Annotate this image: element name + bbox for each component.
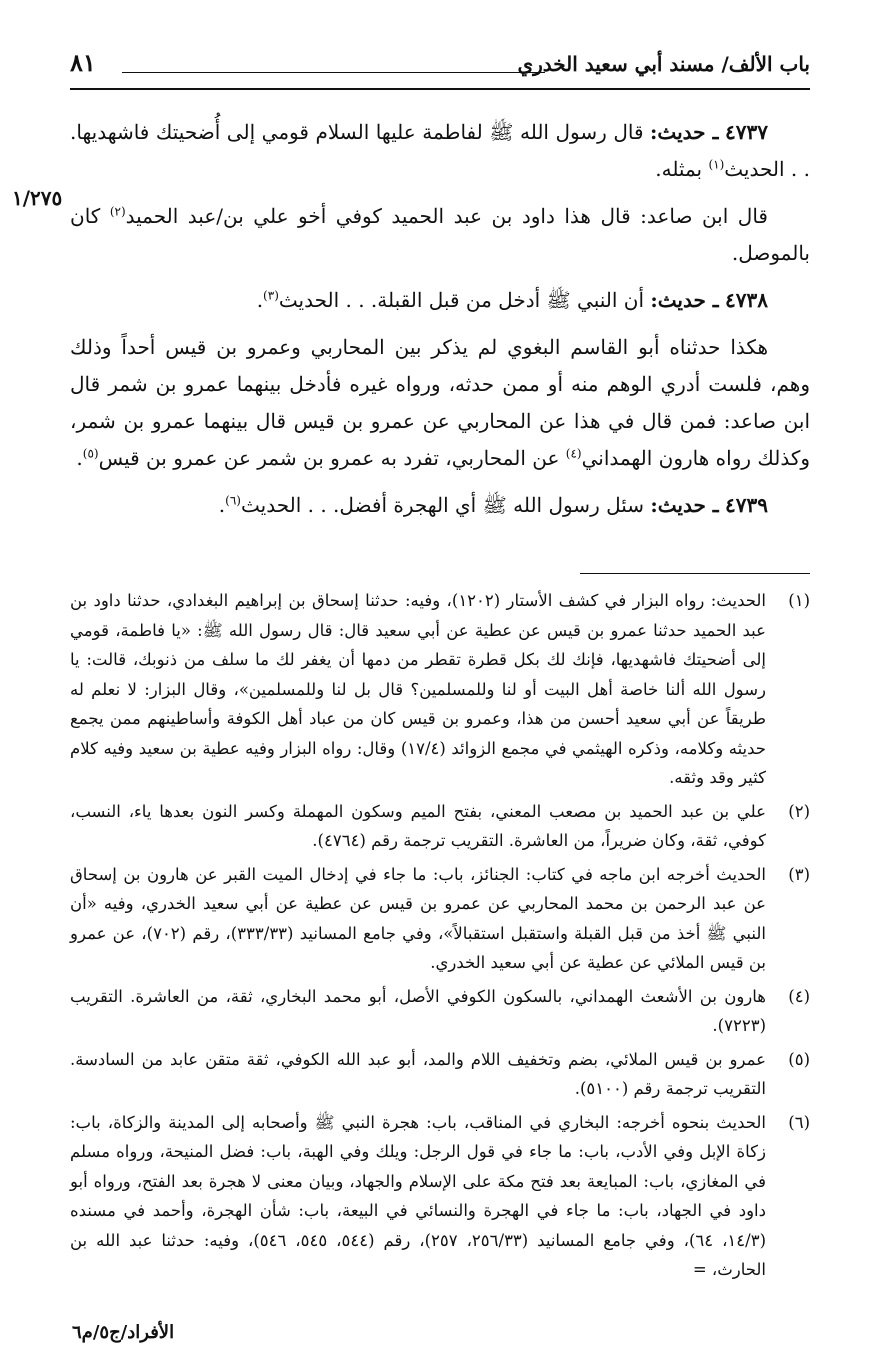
- signature-mark: الأفراد/ج٥/م٦: [72, 1322, 175, 1343]
- page-number: ٨١: [70, 48, 96, 77]
- footnote-2: [70, 797, 810, 856]
- hadith-text: قال رسول الله ﷺ لفاطمة عليها السلام قومي إلى أُضحيتك فاشهديها. . . الحديث: [70, 120, 810, 181]
- hadith-text: سئل رسول الله ﷺ أي الهجرة أفضل. . . الحديث: [240, 493, 651, 517]
- hadith-4739: [70, 487, 810, 524]
- footnote-text: الحديث أخرجه ابن ماجه في كتاب: الجنائز، باب: ما جاء في إدخال الميت القبر عن هارون بن إسحاق عن عبد الرحمن بن محمد المحاربي عن عمرو بن قيس عن عطية عن أبي سعيد الخدري، وفيه «أن النبي ﷺ أخذ من قبل القبلة واستقبل استقبالاً»، وفي جامع المسانيد (٣٣٣/٣٣)، رقم (٧٠٢)، عن عمرو بن قيس الملائي عن عطية عن أبي سعيد الخدري.: [70, 864, 767, 972]
- running-header: [70, 40, 810, 90]
- paragraph-tail: .: [76, 446, 83, 470]
- hadith-4738: [70, 282, 810, 319]
- footnote-3: [70, 860, 810, 978]
- paragraph-tail: كان بالموصل.: [70, 204, 810, 265]
- footnote-ref[interactable]: (٥): [82, 446, 99, 461]
- footnote-number: (٥): [788, 1049, 810, 1069]
- footnote-text: عمرو بن قيس الملائي، بضم وتخفيف اللام والمد، أبو عبد الله الكوفي، ثقة متقن عابد من السادسة. التقريب ترجمة رقم (٥١٠٠).: [70, 1049, 766, 1098]
- footnote-5: [70, 1045, 810, 1104]
- footnote-4: [70, 982, 810, 1041]
- footnote-text: الحديث: رواه البزار في كشف الأستار (١٢٠٢)، وفيه: حدثنا إسحاق بن إبراهيم البغدادي، حدثنا داود بن عبد الحميد حدثنا عمرو بن قيس عن عطية عن أبي سعيد قال: قال رسول الله ﷺ: «يا فاطمة، قومي إلى أضحيتك فاشهديها، فإنك لك بكل قطرة تقطر من دمها أن يغفر لك ما سلف من ذنوبك، قالت: يا رسول الله ألنا خاصة أهل البيت أو لنا وللمسلمين؟ قال بل لنا وللمسلمين»، وقال البزار: لا نعلم له طريقاً عن أبي سعيد أحسن من هذا، وعمرو بن قيس كان من عباد أهل الكوفة وأساطينهم ممن يجمع حديثه وكلامه، وذكره الهيثمي في مجمع الزوائد (١٧/٤) وقال: رواه البزار وفيه عطية بن سعيد وفيه كلام كثير وقد وثقه.: [70, 591, 766, 787]
- header-title: باب الألف/ مسند أبي سعيد الخدري: [517, 52, 810, 76]
- footnote-ref[interactable]: (١): [708, 157, 725, 172]
- footnote-number: (٤): [788, 986, 810, 1006]
- hadith-number: ٤٧٣٧: [725, 120, 769, 144]
- hadith-label: ـ حديث:: [650, 493, 719, 517]
- hadith-tail: بمثله.: [655, 157, 709, 181]
- main-text: [70, 114, 810, 534]
- paragraph-mid: عن المحاربي، تفرد به عمرو بن شمر عن عمرو بن قيس: [98, 446, 566, 470]
- footnote-6: [70, 1108, 810, 1285]
- footnote-text: الحديث بنحوه أخرجه: البخاري في المناقب، باب: هجرة النبي ﷺ وأصحابه إلى المدينة والزكاة، باب: زكاة الإبل وفي الأدب، باب: ما جاء في قول الرجل: ويلك وفي الهبة، باب: فضل المنيحة، ورواه مسلم في المغازي، باب: المبايعة بعد فتح مكة على الإسلام والجهاد، وبيان معنى لا هجرة بعد الفتح، ورواه أبو داود في الجهاد، باب: ما جاء في الهجرة والنسائي في البيعة، باب: شأن الهجرة، وأحمد في مسنده (١٤/٣، ٦٤)، وفي جامع المسانيد (٢٥٦/٣٣، ٢٥٧)، رقم (٥٤٤، ٥٤٥، ٥٤٦)، وفيه: حدثنا عبد الله بن الحارث، =: [70, 1112, 766, 1279]
- header-rule: [122, 72, 545, 73]
- footnote-number: (٦): [788, 1112, 810, 1132]
- hadith-4737: [70, 114, 810, 188]
- paragraph-text: قال ابن صاعد: قال هذا داود بن عبد الحميد كوفي أخو علي بن/عبد الحميد: [125, 204, 768, 228]
- footnote-number: (١): [788, 591, 810, 610]
- footnote-1: [70, 586, 810, 793]
- hadith-tail: .: [218, 493, 226, 517]
- margin-folio-reference: ١/٢٧٥: [12, 186, 63, 210]
- footnote-number: (٢): [788, 801, 810, 821]
- footnote-ref[interactable]: (٤): [565, 446, 582, 461]
- footnote-number: (٣): [788, 864, 810, 884]
- footnote-ref[interactable]: (٢): [109, 204, 126, 219]
- footnotes: [70, 586, 810, 1289]
- footnote-ref[interactable]: (٦): [225, 493, 241, 508]
- hadith-number: ٤٧٣٩: [725, 493, 768, 517]
- footnote-separator: [580, 573, 810, 574]
- paragraph-ibn-saed: [70, 198, 810, 272]
- hadith-label: ـ حديث:: [650, 120, 719, 144]
- hadith-number: ٤٧٣٨: [725, 288, 768, 312]
- page: [12, 40, 810, 1279]
- footnote-text: علي بن عبد الحميد بن مصعب المعني، بفتح الميم وسكون المهملة وكسر النون بعدها ياء، النسب، كوفي، ثقة، وكان ضريراً، من العاشرة. التقريب ترجمة رقم (٤٧٦٤).: [70, 801, 766, 850]
- hadith-tail: .: [256, 288, 264, 312]
- footnote-text: هارون بن الأشعث الهمداني، بالسكون الكوفي الأصل، أبو محمد البخاري، ثقة، من العاشرة. التقريب (٧٢٢٣).: [70, 986, 766, 1035]
- hadith-text: أن النبي ﷺ أدخل من قبل القبلة. . . الحديث: [278, 288, 651, 312]
- paragraph-text: هكذا حدثناه أبو القاسم البغوي لم يذكر بين المحاربي وعمرو بن قيس أحداً وذلك وهم، فلست أدري الوهم منه أو ممن حدثه، ورواه غيره فأدخل بينهما عمرو بن شمر قال ابن صاعد: فمن قال في هذا عن المحاربي عن عمرو بن قيس قال بينهما عمرو بن شمر، وكذلك رواه هارون الهمداني: [70, 335, 810, 470]
- hadith-label: ـ حديث:: [650, 288, 719, 312]
- footnote-ref[interactable]: (٣): [263, 288, 279, 303]
- paragraph-hakadha: [70, 329, 810, 477]
